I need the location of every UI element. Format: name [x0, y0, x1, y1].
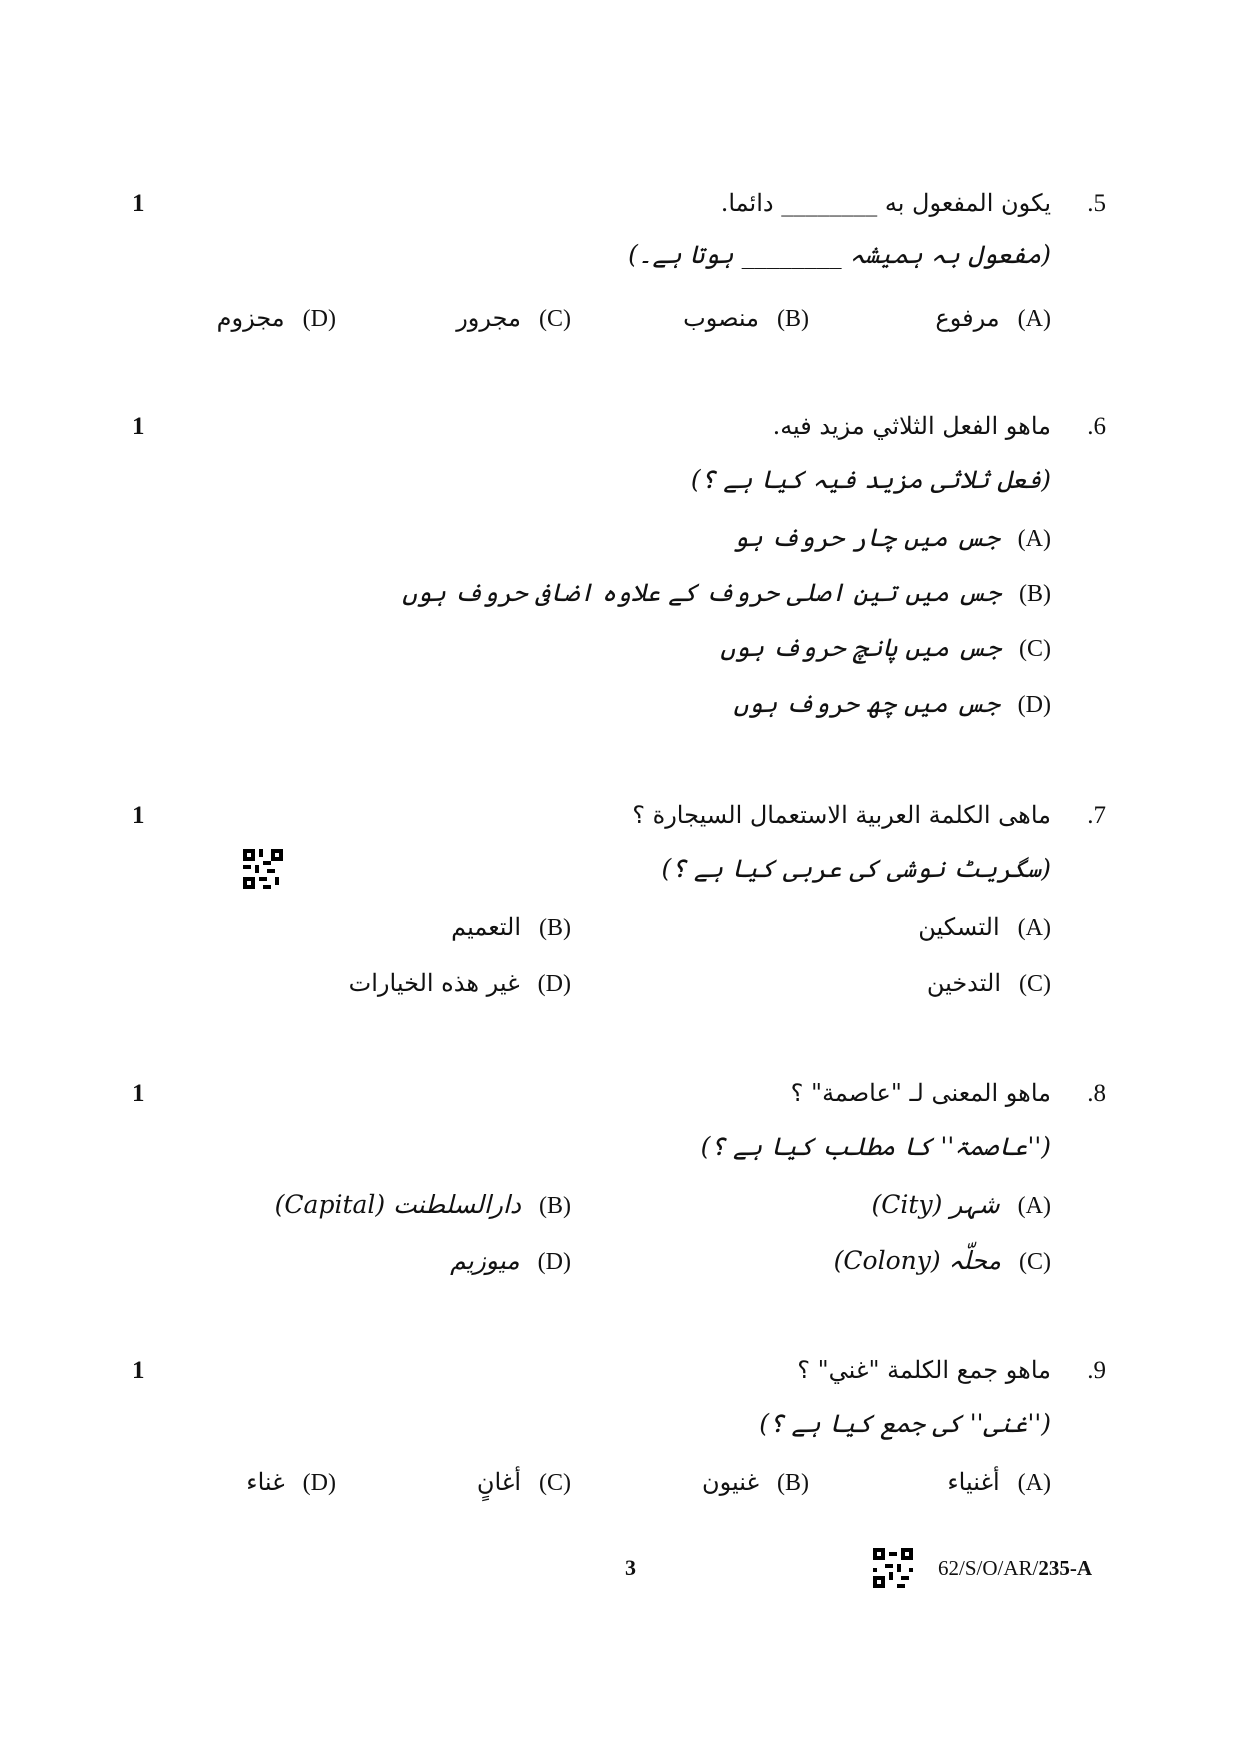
page-number: 3 [625, 1555, 636, 1580]
option-a: (A)جس میں چار حروف ہو [733, 523, 1051, 552]
question-urdu: (سگریٹ نوشی کی عربی کیا ہے ؟) [661, 854, 1051, 883]
marks: 1 [132, 413, 145, 440]
question-arabic: ماهی الکلمة العربية الاستعمال السيجارة ؟ [632, 801, 1051, 829]
marks: 1 [132, 190, 145, 217]
option-c: (C)التدخين [926, 969, 1051, 997]
option-c: (C)جس میں پانچ حروف ہوں [720, 633, 1051, 662]
option-a: (A)أغنياء [947, 1468, 1051, 1496]
question-arabic: ماهو جمع الكلمة "غني" ؟ [797, 1356, 1051, 1384]
marks: 1 [132, 1357, 145, 1384]
option-a: (A)التسكين [918, 913, 1051, 941]
question-urdu: (''عاصمۃ'' کا مطلب کیا ہے ؟) [700, 1132, 1051, 1161]
option-a: (A)مرفوع [935, 304, 1051, 332]
question-arabic: ماهو الفعل الثلاثي مزيد فيه. [772, 412, 1051, 440]
option-b: (B)غنيون [701, 1468, 809, 1496]
option-b: (B)التعميم [451, 913, 571, 941]
question-number: .8 [1087, 1080, 1106, 1107]
question-number: .5 [1087, 190, 1106, 217]
option-d: (D)مجزوم [216, 304, 336, 332]
option-c: (C)أغانٍ [476, 1468, 571, 1496]
option-b: (B)دارالسلطنت (Capital) [274, 1190, 571, 1219]
option-a: (A)شہر (City) [871, 1190, 1051, 1219]
question-urdu: (فعل ثلاثی مزید فیہ کیا ہے ؟) [690, 465, 1051, 494]
option-d: (D)غير هذه الخيارات [348, 969, 571, 997]
document-code: 62/S/O/AR/235-A [938, 1556, 1093, 1580]
option-c: (C)مجرور [456, 304, 571, 332]
question-arabic: يكون المفعول به ________ دائما. [720, 189, 1051, 217]
question-number: .6 [1087, 413, 1106, 440]
question-urdu: (مفعول بہ ہمیشہ ________ ہوتا ہے۔) [628, 240, 1051, 269]
question-urdu: (''غنی'' کی جمع کیا ہے ؟) [759, 1409, 1051, 1438]
option-c: (C)محلّہ (Colony) [833, 1246, 1051, 1275]
marks: 1 [132, 1080, 145, 1107]
question-number: .7 [1087, 802, 1106, 829]
option-b: (B)منصوب [683, 304, 809, 332]
qr-code-icon [243, 849, 283, 889]
marks: 1 [132, 802, 145, 829]
option-d: (D)میوزیم [450, 1246, 571, 1275]
qr-code-icon [873, 1548, 913, 1588]
question-arabic: ماهو المعنى لـ "عاصمة" ؟ [790, 1079, 1051, 1107]
question-number: .9 [1087, 1357, 1106, 1384]
option-d: (D)غناء [246, 1468, 336, 1496]
option-d: (D)جس میں چھ حروف ہوں [733, 689, 1051, 718]
option-b: (B)جس میں تین اصلی حروف کے علاوہ اضافی حروف ہوں [402, 578, 1051, 607]
